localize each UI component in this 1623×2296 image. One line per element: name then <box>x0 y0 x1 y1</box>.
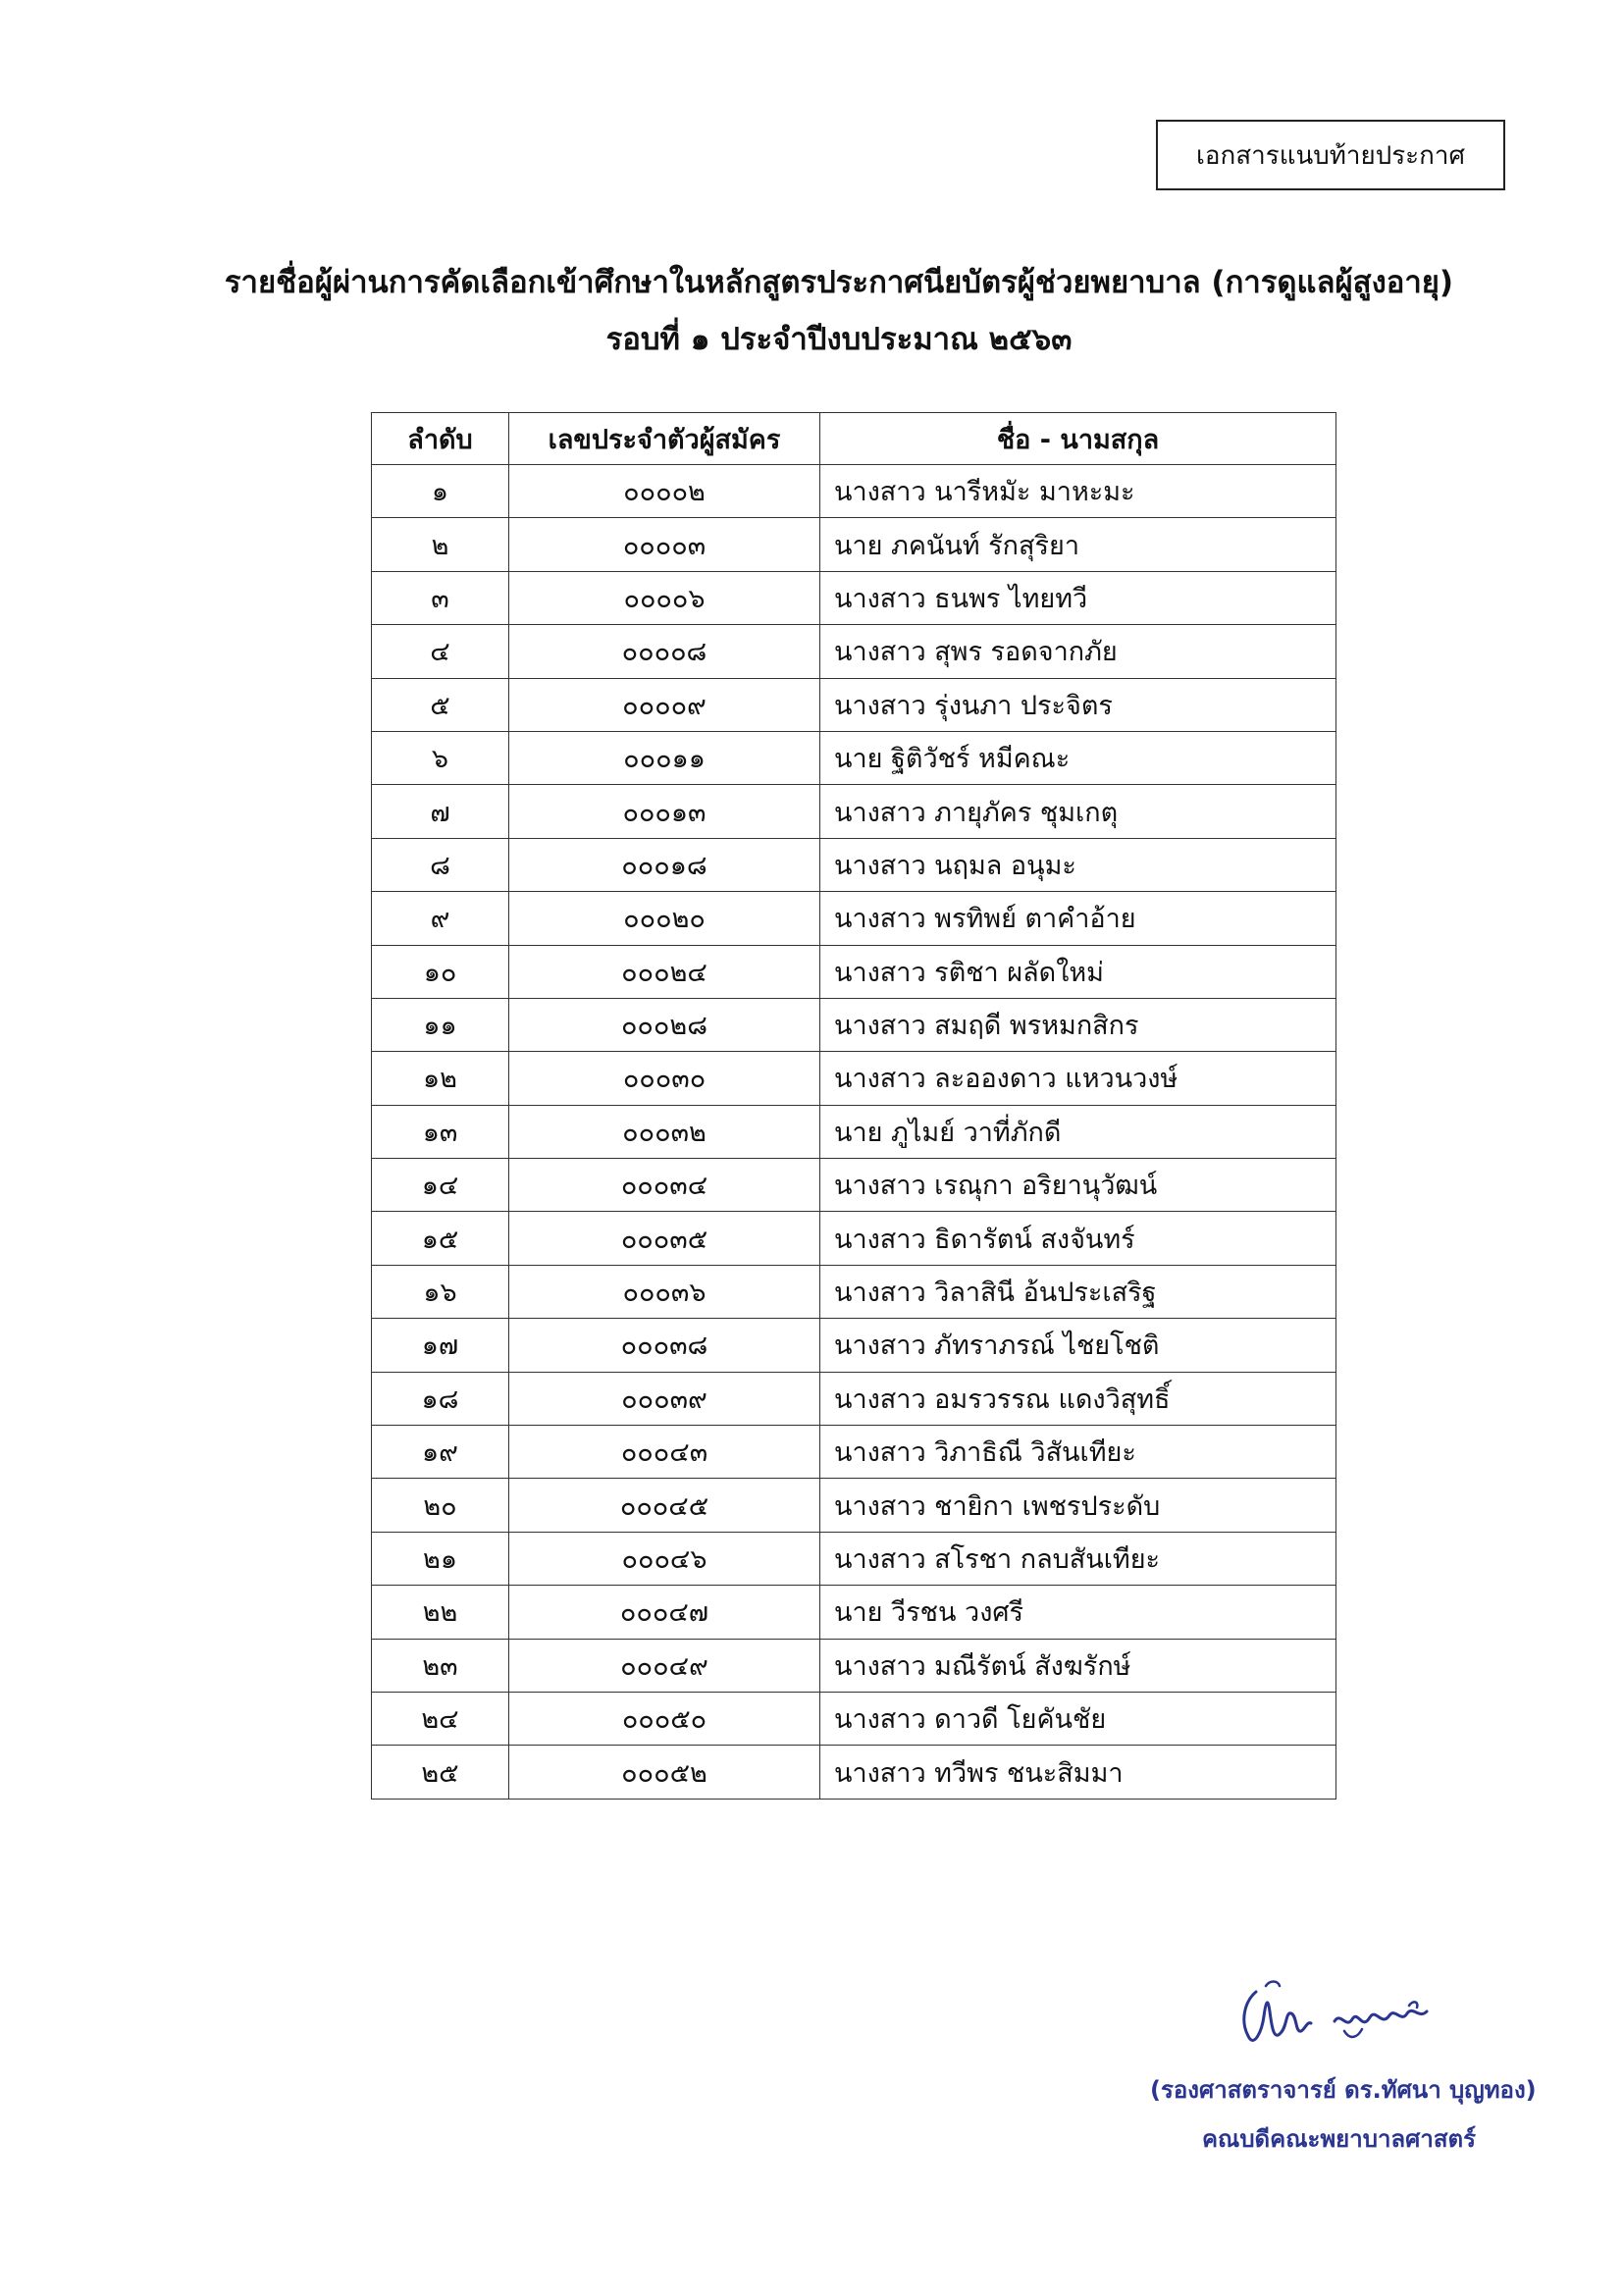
cell-name: นางสาว รุ่งนภา ประจิตร <box>820 678 1336 731</box>
cell-app-id: ๐๐๐๑๘ <box>509 838 820 891</box>
cell-name: นางสาว ทวีพร ชนะสิมมา <box>820 1746 1336 1799</box>
cell-app-id: ๐๐๐๔๖ <box>509 1532 820 1585</box>
cell-app-id: ๐๐๐๔๙ <box>509 1639 820 1692</box>
cell-app-id: ๐๐๐๔๓ <box>509 1426 820 1479</box>
table-row <box>372 1265 1336 1318</box>
cell-seq: ๑๙ <box>372 1426 509 1479</box>
cell-name: นางสาว นฤมล อนุมะ <box>820 838 1336 891</box>
cell-seq: ๒๔ <box>372 1692 509 1745</box>
cell-name: นางสาว วิภาธิณี วิสันเทียะ <box>820 1426 1336 1479</box>
cell-seq: ๑๑ <box>372 998 509 1051</box>
cell-seq: ๑๖ <box>372 1265 509 1318</box>
cell-seq: ๒ <box>372 518 509 571</box>
table-row <box>372 785 1336 838</box>
cell-seq: ๒๐ <box>372 1479 509 1532</box>
cell-app-id: ๐๐๐๑๓ <box>509 785 820 838</box>
cell-seq: ๙ <box>372 892 509 945</box>
cell-seq: ๑๔ <box>372 1159 509 1212</box>
cell-app-id: ๐๐๐๓๕ <box>509 1212 820 1265</box>
cell-name: นางสาว สโรชา กลบสันเทียะ <box>820 1532 1336 1585</box>
table-row <box>372 1372 1336 1425</box>
cell-name: นางสาว ธนพร ไทยทวี <box>820 571 1336 624</box>
cell-app-id: ๐๐๐๐๘ <box>509 625 820 678</box>
cell-name: นางสาว สมฤดี พรหมกสิกร <box>820 998 1336 1051</box>
table-row <box>372 625 1336 678</box>
column-header-name: ชื่อ - นามสกุล <box>820 413 1336 465</box>
cell-app-id: ๐๐๐๓๔ <box>509 1159 820 1212</box>
cell-seq: ๑๐ <box>372 945 509 998</box>
cell-seq: ๑ <box>372 465 509 518</box>
table-row <box>372 518 1336 571</box>
table-row <box>372 838 1336 891</box>
cell-name: นางสาว ภัทราภรณ์ ไชยโชติ <box>820 1319 1336 1372</box>
table-row <box>372 892 1336 945</box>
signer-name: (รองศาสตราจารย์ ดร.ทัศนา บุญทอง) <box>1150 2076 1537 2104</box>
cell-seq: ๘ <box>372 838 509 891</box>
cell-name: นางสาว ละอองดาว แหวนวงษ์ <box>820 1052 1336 1105</box>
cell-seq: ๑๗ <box>372 1319 509 1372</box>
cell-seq: ๑๒ <box>372 1052 509 1105</box>
cell-name: นาย วีรชน วงศรี <box>820 1586 1336 1639</box>
cell-app-id: ๐๐๐๐๒ <box>509 465 820 518</box>
table-row <box>372 1159 1336 1212</box>
cell-name: นางสาว ภายุภัคร ชุมเกตุ <box>820 785 1336 838</box>
table-row <box>372 1479 1336 1532</box>
table-row <box>372 1105 1336 1158</box>
table-body <box>372 465 1336 1800</box>
cell-seq: ๒๕ <box>372 1746 509 1799</box>
table-row <box>372 1746 1336 1799</box>
cell-app-id: ๐๐๐๕๐ <box>509 1692 820 1745</box>
cell-app-id: ๐๐๐๓๒ <box>509 1105 820 1158</box>
cell-name: นาย ฐิติวัชร์ หมีคณะ <box>820 731 1336 784</box>
table-row <box>372 1319 1336 1372</box>
applicant-table <box>371 412 1336 1800</box>
cell-name: นาย ภูไมย์ วาที่ภักดี <box>820 1105 1336 1158</box>
cell-name: นางสาว รติชา ผลัดใหม่ <box>820 945 1336 998</box>
table-row <box>372 1052 1336 1105</box>
cell-name: นางสาว สุพร รอดจากภัย <box>820 625 1336 678</box>
attachment-label-box <box>1156 120 1505 190</box>
signer-title: คณบดีคณะพยาบาลศาสตร์ <box>1202 2125 1476 2153</box>
cell-app-id: ๐๐๐๓๖ <box>509 1265 820 1318</box>
cell-name: นางสาว มณีรัตน์ สังฆรักษ์ <box>820 1639 1336 1692</box>
column-header-app-id: เลขประจำตัวผู้สมัคร <box>509 413 820 465</box>
cell-seq: ๓ <box>372 571 509 624</box>
cell-app-id: ๐๐๐๒๔ <box>509 945 820 998</box>
table-row <box>372 1532 1336 1585</box>
cell-app-id: ๐๐๐๐๓ <box>509 518 820 571</box>
cell-app-id: ๐๐๐๔๗ <box>509 1586 820 1639</box>
cell-app-id: ๐๐๐๓๙ <box>509 1372 820 1425</box>
cell-name: นางสาว ดาวดี โยคันชัย <box>820 1692 1336 1745</box>
cell-app-id: ๐๐๐๓๘ <box>509 1319 820 1372</box>
attachment-label: เอกสารแนบท้ายประกาศ <box>1196 140 1465 171</box>
cell-app-id: ๐๐๐๕๒ <box>509 1746 820 1799</box>
table-row <box>372 1426 1336 1479</box>
table-row <box>372 571 1336 624</box>
column-header-seq: ลำดับ <box>372 413 509 465</box>
table-row <box>372 1586 1336 1639</box>
table-row <box>372 678 1336 731</box>
cell-name: นาย ภคนันท์ รักสุริยา <box>820 518 1336 571</box>
signature-image <box>1227 1972 1462 2065</box>
cell-name: นางสาว นารีหมัะ มาหะมะ <box>820 465 1336 518</box>
cell-name: นางสาว วิลาสินี อ้นประเสริฐ <box>820 1265 1336 1318</box>
table-row <box>372 945 1336 998</box>
cell-name: นางสาว อมรวรรณ แดงวิสุทธิ์ <box>820 1372 1336 1425</box>
document-title: รายชื่อผู้ผ่านการคัดเลือกเข้าศึกษาในหลักสูตรประกาศนียบัตรผู้ช่วยพยาบาล (การดูแลผู้สูงอายุ) <box>224 265 1454 300</box>
cell-name: นางสาว ชายิกา เพชรประดับ <box>820 1479 1336 1532</box>
cell-seq: ๗ <box>372 785 509 838</box>
cell-app-id: ๐๐๐๔๕ <box>509 1479 820 1532</box>
document-subtitle: รอบที่ ๑ ประจำปีงบประมาณ ๒๕๖๓ <box>605 322 1073 357</box>
cell-seq: ๒๑ <box>372 1532 509 1585</box>
cell-app-id: ๐๐๐๓๐ <box>509 1052 820 1105</box>
table-row <box>372 1639 1336 1692</box>
cell-seq: ๔ <box>372 625 509 678</box>
cell-name: นางสาว ธิดารัตน์ สงจันทร์ <box>820 1212 1336 1265</box>
cell-app-id: ๐๐๐๐๖ <box>509 571 820 624</box>
cell-app-id: ๐๐๐๑๑ <box>509 731 820 784</box>
table-row <box>372 465 1336 518</box>
cell-app-id: ๐๐๐๐๙ <box>509 678 820 731</box>
cell-seq: ๒๒ <box>372 1586 509 1639</box>
cell-app-id: ๐๐๐๒๐ <box>509 892 820 945</box>
cell-seq: ๖ <box>372 731 509 784</box>
cell-seq: ๒๓ <box>372 1639 509 1692</box>
cell-app-id: ๐๐๐๒๘ <box>509 998 820 1051</box>
cell-name: นางสาว เรณุกา อริยานุวัฒน์ <box>820 1159 1336 1212</box>
table-header-row <box>372 413 1336 465</box>
table-row <box>372 998 1336 1051</box>
cell-seq: ๑๘ <box>372 1372 509 1425</box>
table-row <box>372 1692 1336 1745</box>
table-row <box>372 1212 1336 1265</box>
cell-seq: ๕ <box>372 678 509 731</box>
table-row <box>372 731 1336 784</box>
cell-seq: ๑๕ <box>372 1212 509 1265</box>
cell-seq: ๑๓ <box>372 1105 509 1158</box>
cell-name: นางสาว พรทิพย์ ตาคำอ้าย <box>820 892 1336 945</box>
